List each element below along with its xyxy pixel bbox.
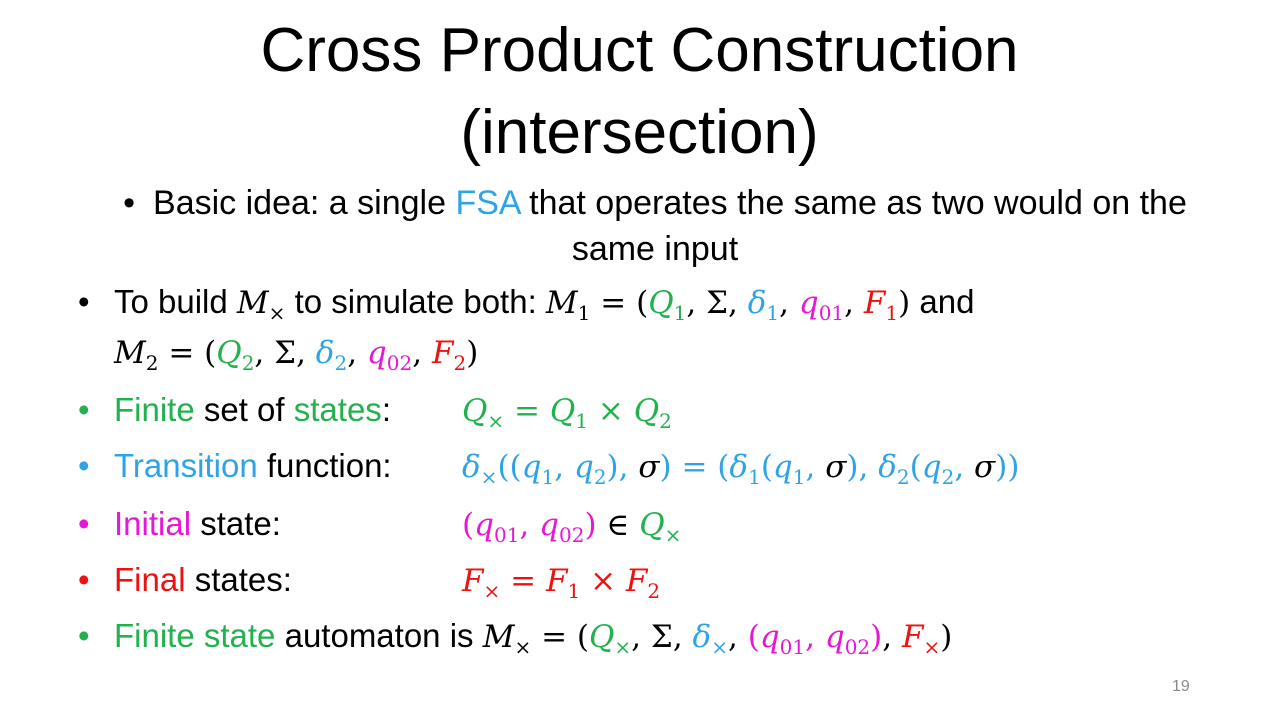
bullet-dot: • (78, 283, 90, 320)
intro-text-before: Basic idea: a single (153, 184, 456, 222)
bullet-dot: • (78, 505, 90, 542)
slide-title (0, 10, 1279, 174)
build-text: To build (114, 283, 237, 320)
automaton-text: automaton is (275, 617, 483, 654)
build-text-2: to simulate both: (285, 283, 546, 320)
build-bullet (78, 280, 974, 335)
fsa-term: FSA (455, 184, 520, 222)
automaton-bullet (78, 614, 952, 669)
states-bullet (78, 388, 391, 432)
math-m1-tuple: $M_1 = (Q_1$, Σ, $\delta_1$, $q_{01}$, $F_1$) (545, 285, 911, 325)
bullet-dot: • (78, 391, 90, 428)
title-line-2: (intersection) (460, 98, 819, 167)
states-colon: : (381, 391, 391, 428)
bullet-dot: • (78, 617, 90, 654)
bullet-dot: • (78, 447, 90, 484)
final-term: Final (114, 561, 186, 598)
bullet-dot: • (123, 184, 136, 222)
title-line-1: Cross Product Construction (260, 16, 1019, 85)
intro-bullet (90, 180, 1220, 272)
finite-term: Finite (114, 391, 195, 428)
page-number: 19 (1172, 678, 1190, 695)
initial-bullet (78, 502, 281, 546)
transition-formula: $\delta_\times((q_1$, $q_2$), $\sigma) = (\delta_1(q_1$, σ), $\delta_2(q_2$, σ)) (462, 449, 1020, 489)
states-formula: $Q_\times = Q_1 \times Q_2$ (462, 393, 672, 433)
intro-text-after: that operates the same as two would on the same input (519, 184, 1187, 268)
final-text: states: (185, 561, 292, 598)
final-bullet (78, 558, 292, 602)
initial-text: state: (191, 505, 281, 542)
and-text: and (910, 283, 975, 320)
initial-term: Initial (114, 505, 192, 542)
transition-term: Transition (114, 447, 258, 484)
states-text: set of (194, 391, 294, 428)
math-m2-tuple: $M_2 = (Q_2$, Σ, $\delta_2$, $q_{02}$, $F_2$) (114, 335, 479, 375)
build-bullet-line-2 (114, 330, 478, 385)
automaton-formula: $M_\times = (Q_\times$, Σ, $\delta_\times$, ($q_{01}$, $q_{02}$), $F_\times$) (482, 619, 953, 659)
states-term: states (293, 391, 382, 428)
bullet-dot: • (78, 561, 90, 598)
math-m-times: $M_\times$ (236, 285, 286, 325)
transition-bullet (78, 444, 392, 488)
initial-formula: ($q_{01}$, $q_{02}$) ∈ $Q_\times$ (462, 507, 682, 547)
final-formula: $F_\times = F_1 \times F_2$ (462, 563, 661, 603)
finite-state-term: Finite state (114, 617, 276, 654)
transition-text: function: (257, 447, 392, 484)
